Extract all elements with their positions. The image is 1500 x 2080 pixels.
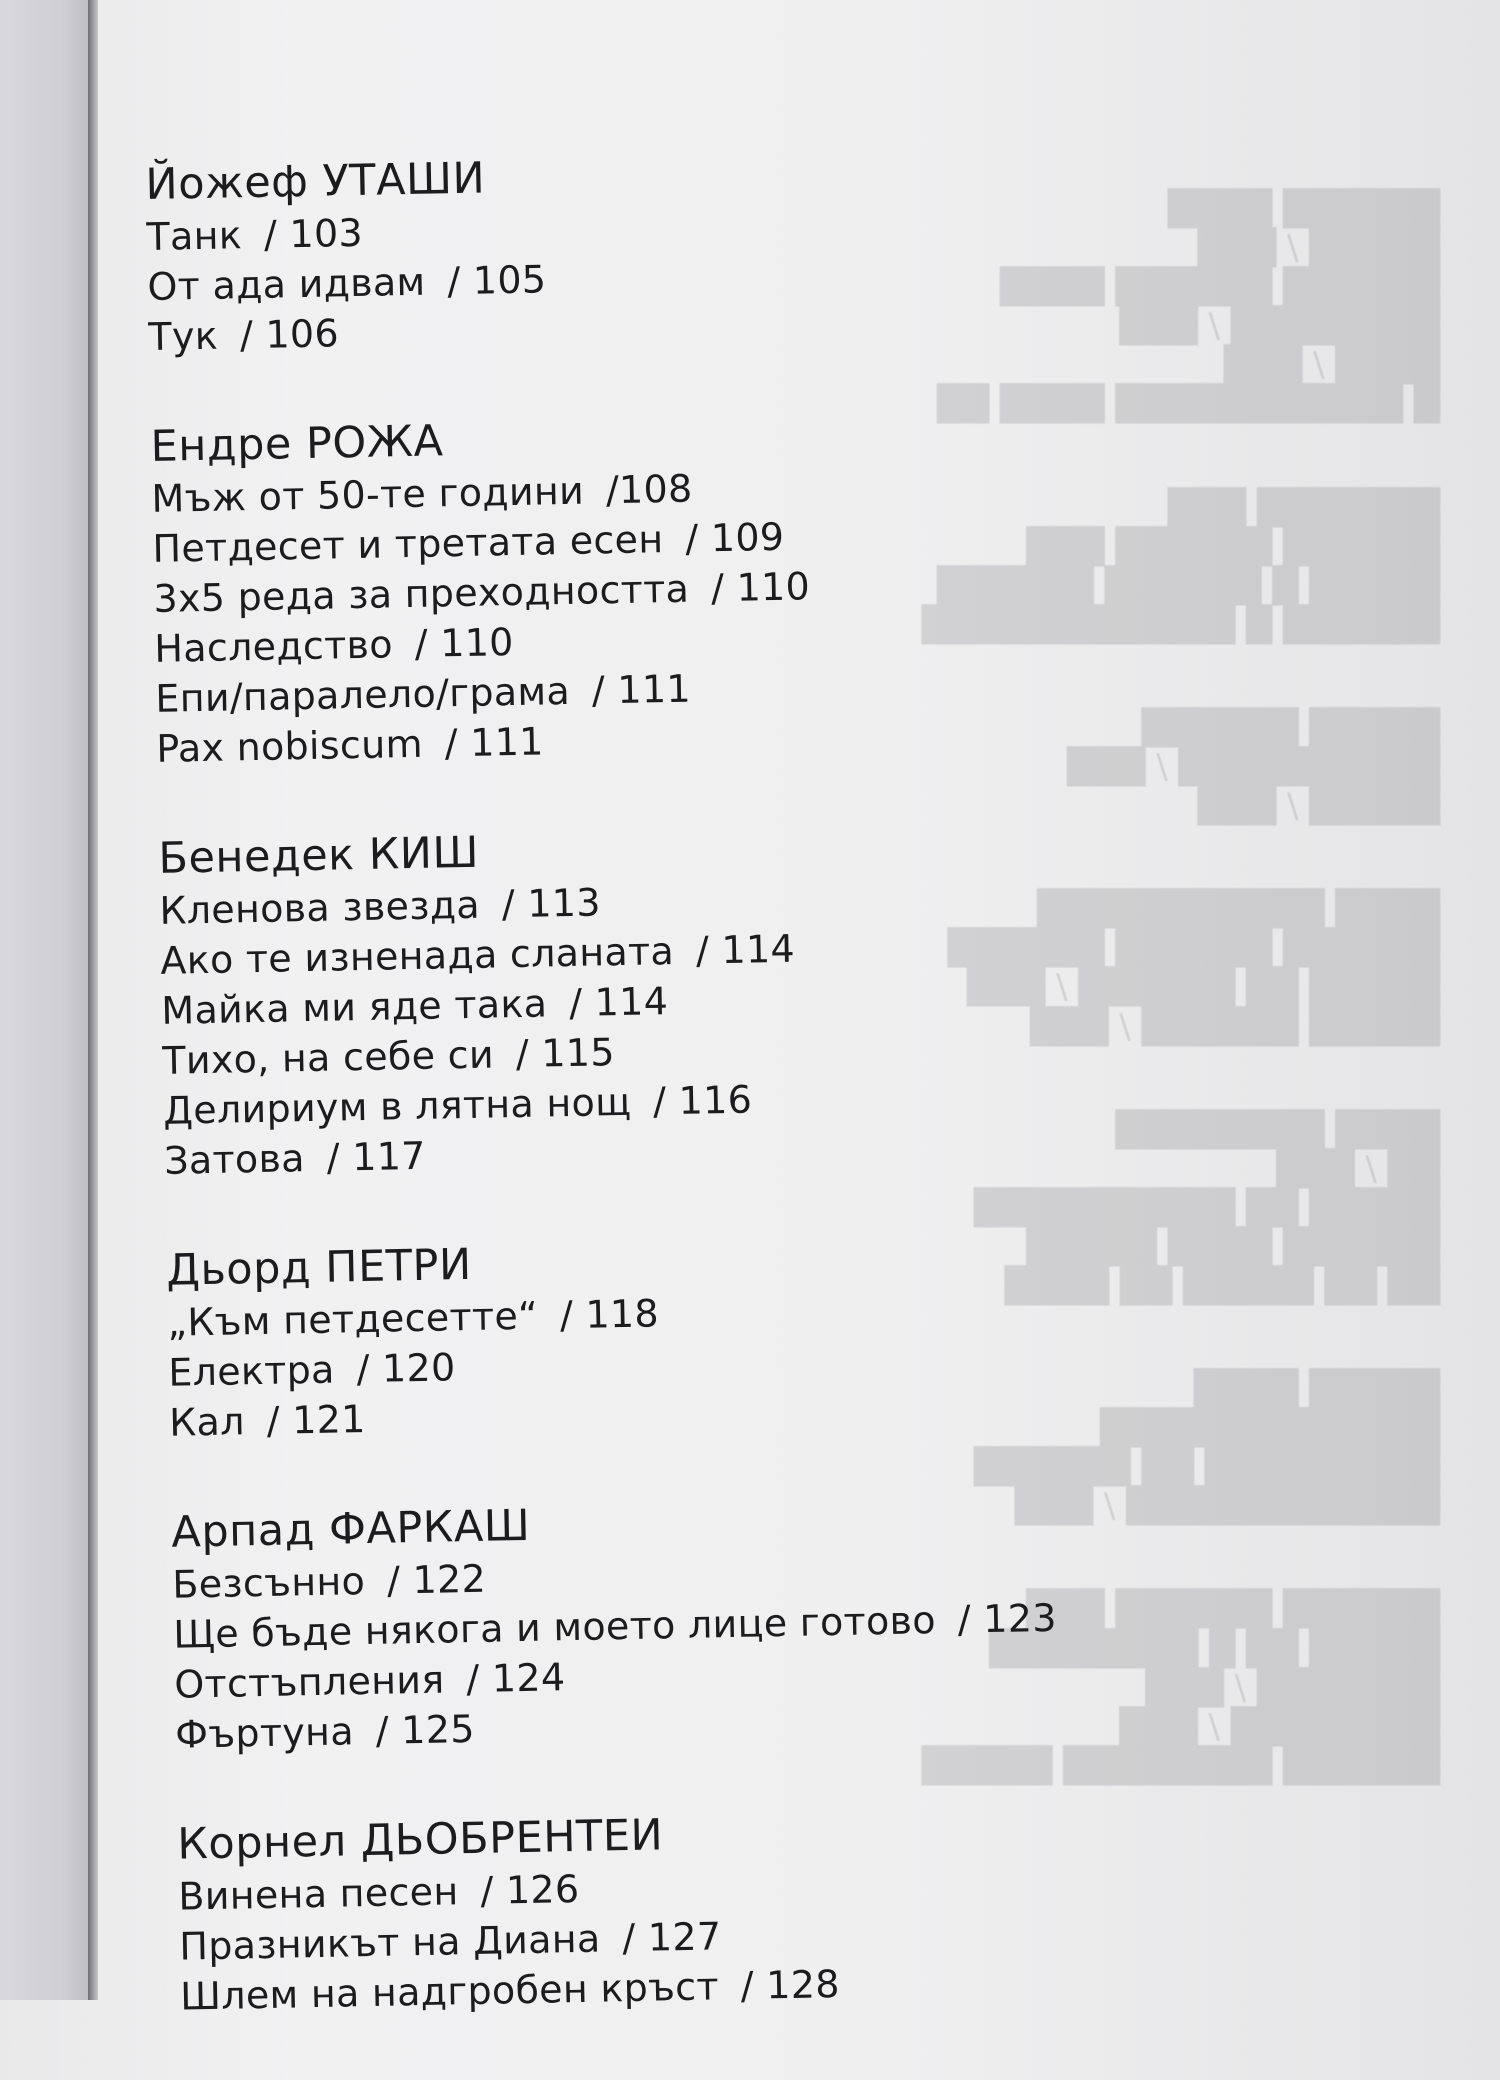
entry-page: / 114 bbox=[695, 926, 796, 973]
entry-title: Празникът на Диана bbox=[178, 1916, 601, 1969]
entry-title: Отстъпления bbox=[173, 1657, 445, 1707]
entry-title: Майка ми яде така bbox=[160, 981, 548, 1033]
entry-title: Безсънно bbox=[171, 1559, 366, 1607]
entry-title: От ада идвам bbox=[147, 259, 426, 309]
entry-title: „Към петдесетте“ bbox=[166, 1293, 539, 1345]
entry-page: / 120 bbox=[356, 1345, 456, 1392]
author-name: Дьорд ПЕТРИ bbox=[165, 1239, 473, 1296]
entry-page: / 114 bbox=[568, 979, 669, 1026]
entry-page: / 111 bbox=[591, 666, 692, 713]
entry-title: Танк bbox=[146, 213, 243, 259]
entry-page: / 106 bbox=[239, 311, 340, 358]
entry-title: Ако те изненада сланата bbox=[159, 928, 675, 983]
author-name: Ендре РОЖА bbox=[150, 416, 444, 472]
entry-title: Винена песен bbox=[177, 1869, 459, 1919]
toc-section bbox=[150, 400, 1207, 774]
entry-title: 3х5 реда за преходността bbox=[153, 566, 690, 621]
book-gutter bbox=[88, 0, 98, 2000]
entry-title: Ще бъде някога и моето лице готово bbox=[172, 1598, 937, 1657]
entry-page: / 121 bbox=[266, 1397, 367, 1443]
entry-page: / 113 bbox=[501, 880, 602, 927]
author-name: Бенедек КИШ bbox=[157, 827, 480, 884]
entry-page: / 125 bbox=[375, 1706, 476, 1753]
entry-page: /108 bbox=[605, 466, 693, 513]
entry-title: Делириум в лятна нощ bbox=[162, 1079, 632, 1133]
author-name: Арпад ФАРКАШ bbox=[170, 1500, 531, 1558]
entry-page: / 118 bbox=[559, 1291, 660, 1338]
author-name: Йожеф УТАШИ bbox=[145, 153, 486, 210]
toc-section bbox=[158, 812, 1215, 1186]
entry-page: / 128 bbox=[740, 1962, 841, 2008]
toc-section bbox=[166, 1224, 1220, 1448]
entry-page: / 115 bbox=[515, 1030, 616, 1077]
entry-title: Петдесет и третата есен bbox=[152, 517, 664, 571]
entry-page: / 117 bbox=[326, 1133, 427, 1180]
entry-title: Мъж от 50-те години bbox=[151, 468, 585, 521]
toc-section bbox=[145, 138, 1199, 362]
entry-page: / 111 bbox=[444, 719, 545, 766]
entry-title: Епи/паралело/грама bbox=[154, 668, 571, 721]
entry-title: Затова bbox=[163, 1136, 306, 1183]
toc-section bbox=[171, 1486, 1226, 1760]
entry-page: / 126 bbox=[480, 1866, 580, 1913]
entry-title: Шлем на надгробен кръст bbox=[179, 1964, 720, 2019]
adjacent-page-edge bbox=[0, 0, 92, 2000]
entry-page: / 110 bbox=[710, 564, 811, 611]
show-through-text: ██████ ████ █████ / ███ ██████ ██████ ████ ████████ / ███ ████ / ███ █ ███████████ ████ ██ ███████ ███ ██████ ██████ ███ █████ █ ██████ ██████ ██████ █ ████████████ █████ ██████ ██████████ / ███ █████ / ███ ████ ███████████ ██████ ██████ ██████ █████ ██ ██████ / ███ █████ ██████ / ███ ████ ████████ ██ / ███ █████ ██ ██████████ ██████ ████ █████ ██ ██ █████ ██ ████ █████ ████ █████████████ █████████ ██ ██████ ████████████ / ███ ██████ ██████ ███ █████ ██ █ ████████ ███████ / ███ ████████ / ███ ██████ ████████ █████ bbox=[921, 189, 1440, 1786]
entry-page: / 123 bbox=[957, 1595, 1058, 1642]
author-name: Корнел ДЬОБРЕНТЕИ bbox=[176, 1810, 664, 1870]
entry-page: / 109 bbox=[684, 514, 785, 561]
table-of-contents bbox=[145, 138, 1232, 2080]
entry-page: / 103 bbox=[263, 210, 364, 257]
entry-page: / 127 bbox=[621, 1914, 722, 1961]
toc-section bbox=[177, 1798, 1231, 2022]
entry-page: / 105 bbox=[446, 257, 547, 304]
entry-page: / 124 bbox=[465, 1655, 566, 1702]
entry-title: Кал bbox=[168, 1399, 246, 1445]
entry-title: Кленова звезда bbox=[159, 882, 481, 933]
entry-page: / 122 bbox=[386, 1556, 487, 1603]
entry-page: / 116 bbox=[652, 1077, 753, 1124]
entry-title: Pax nobiscum bbox=[155, 721, 424, 771]
entry-title: Тук bbox=[148, 313, 219, 359]
entry-title: Наследство bbox=[154, 622, 394, 671]
entry-title: Фъртуна bbox=[174, 1709, 355, 1757]
entry-page: / 110 bbox=[414, 620, 515, 666]
entry-title: Тихо, на себе си bbox=[161, 1032, 495, 1083]
entry-title: Електра bbox=[167, 1347, 335, 1395]
